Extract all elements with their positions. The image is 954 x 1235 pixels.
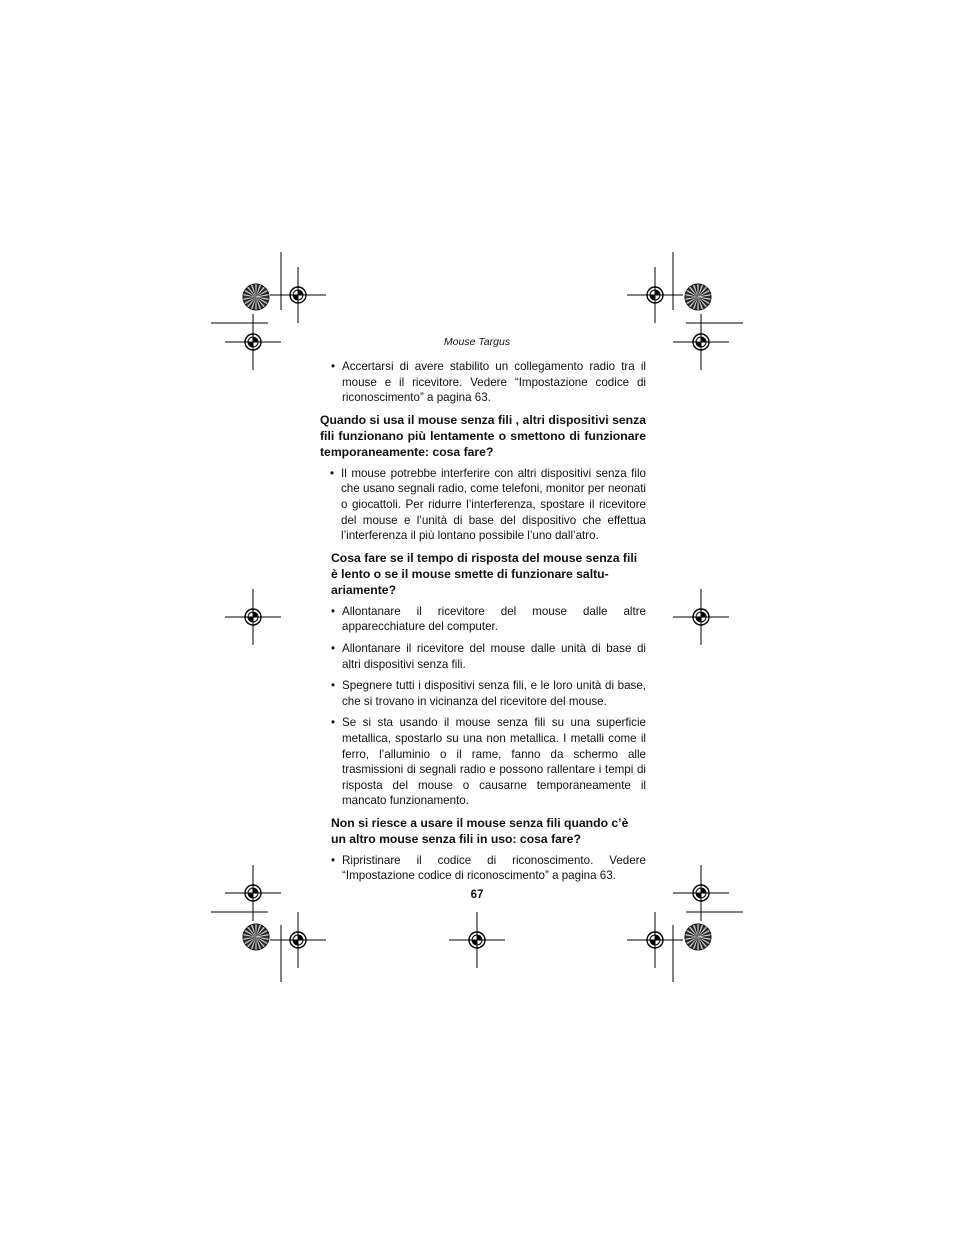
registration-target: [627, 267, 683, 323]
bullet-item: [320, 853, 646, 884]
bullet-text: Se si sta usando il mouse senza fili su una superficie metallica, spostarlo su una non metallica. I metalli come il ferro, l’alluminio o il rame, fanno da schermo alle trasmissioni di segnali radio e possono rallentare i tempi di risposta del mouse o causarne temporaneamente il mancato funzionamento.: [342, 716, 646, 808]
bullet-item: [320, 678, 646, 709]
bullet-symbol: •: [330, 466, 335, 480]
starburst-target: [685, 284, 711, 310]
bullet-text: Ripristinare il codice di riconoscimento. Vedere “Impostazione codice di riconoscimento” a pagina 63.: [342, 853, 646, 883]
question-heading: Cosa fare se il tempo di risposta del mouse senza fili è lento o se il mouse smette di funzionare saltu-ariamente?: [331, 550, 638, 597]
bullet-item: [320, 715, 646, 809]
page-number: 67: [470, 889, 484, 901]
page-content: [320, 359, 646, 890]
bullet-symbol: •: [331, 679, 336, 693]
starburst-target: [243, 284, 269, 310]
registration-target: [270, 912, 326, 968]
bullet-symbol: •: [331, 716, 336, 730]
bullet-item: [320, 604, 646, 635]
bullet-item: [320, 641, 646, 672]
starburst-target: [243, 924, 269, 950]
bullet-item: [320, 466, 646, 544]
registration-target: [449, 912, 505, 968]
question-heading: Quando si usa il mouse senza fili , altri dispositivi senza fili funzionano più lentamente o smettono di funzionare temporaneamente: cosa fare?: [320, 412, 646, 459]
bullet-symbol: •: [331, 604, 336, 618]
starburst-target: [685, 924, 711, 950]
question-heading: Non si riesce a usare il mouse senza fili quando c’è un altro mouse senza fili in uso: cosa fare?: [331, 815, 629, 846]
registration-target: [225, 589, 281, 645]
bullet-symbol: •: [331, 853, 336, 867]
bullet-item: [320, 359, 646, 406]
registration-target: [270, 267, 326, 323]
running-header: Mouse Targus: [443, 336, 511, 348]
bullet-text: Allontanare il ricevitore del mouse dalle unità di base di altri dispositivi senza fili.: [342, 641, 646, 671]
bullet-text: Spegnere tutti i dispositivi senza fili, e le loro unità di base, che si trovano in vicinanza del ricevitore del mouse.: [342, 679, 646, 708]
bullet-symbol: •: [331, 360, 336, 373]
registration-target: [673, 589, 729, 645]
bullet-text: Il mouse potrebbe interferire con altri dispositivi senza filo che usano segnali radio, come telefoni, monitor per neonati o giocattoli. Per ridurre l’interferenza, spostare il ricevitore del mouse e l’unità di base del dispositivo che effettua l’interferenza il più lontano possibile l’uno dall’atro.: [341, 466, 646, 543]
bullet-text: Accertarsi di avere stabilito un collegamento radio tra il mouse e il ricevitore. Vedere “Impostazione codice di riconoscimento” a pagina 63.: [342, 360, 646, 405]
bullet-text: Allontanare il ricevitore del mouse dalle altre apparecchiature del computer.: [342, 604, 646, 634]
registration-target: [627, 912, 683, 968]
bullet-symbol: •: [331, 641, 336, 655]
